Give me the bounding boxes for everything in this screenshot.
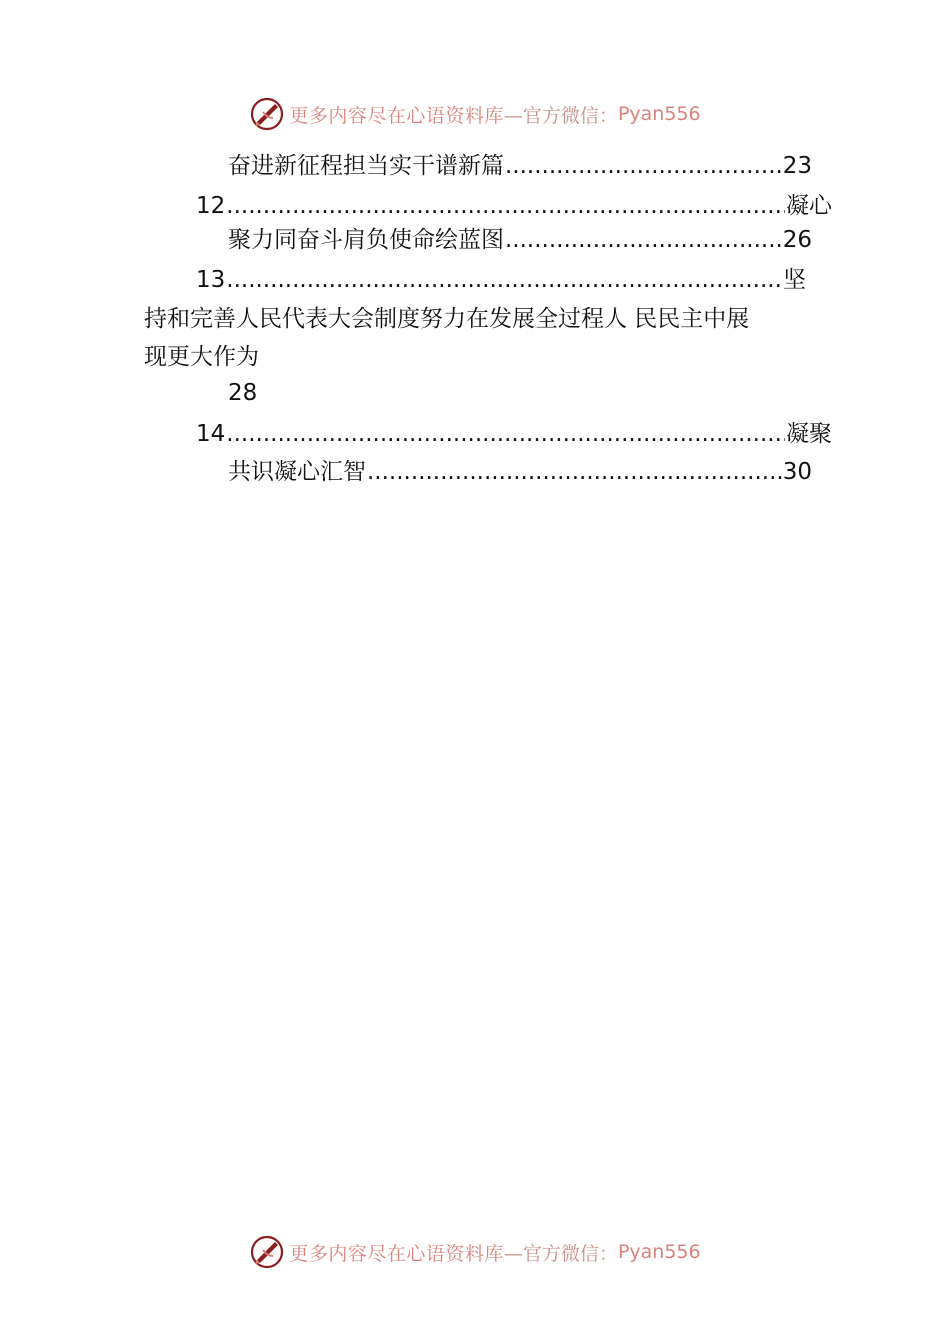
toc-entry-number: 14 xyxy=(196,421,226,447)
banner-wechat-id: Pyan556 xyxy=(617,1241,701,1263)
pen-logo-icon xyxy=(249,96,285,132)
toc-entry-title-continued[interactable]: 现更大作为 xyxy=(144,344,259,370)
banner-text: 更多内容尽在心语资料库 xyxy=(289,104,504,127)
banner-wechat-label: —官方微信： xyxy=(503,1242,618,1265)
toc-entry[interactable] xyxy=(228,457,812,487)
toc-leader-dots xyxy=(226,191,785,221)
toc-entry-title: 凝聚 xyxy=(786,421,832,447)
toc-leader-dots xyxy=(226,419,785,449)
toc-entry-title: 凝心 xyxy=(786,193,832,219)
toc-entry[interactable] xyxy=(196,191,832,221)
toc-leader-dots xyxy=(226,265,782,295)
toc-entry-page: 26 xyxy=(782,227,812,253)
banner-wechat-label: —官方微信： xyxy=(503,104,618,127)
toc-entry-page[interactable]: 28 xyxy=(228,380,258,406)
toc-entry-title: 共识凝心汇智 xyxy=(228,459,366,485)
toc-entry[interactable] xyxy=(196,265,806,295)
toc-entry[interactable] xyxy=(196,419,832,449)
toc-entry-page: 23 xyxy=(782,153,812,179)
header-banner xyxy=(0,94,950,134)
toc-entry[interactable] xyxy=(228,151,812,181)
toc-entry[interactable] xyxy=(228,225,812,255)
toc-entry-title: 聚力同奋斗肩负使命绘蓝图 xyxy=(228,227,504,253)
toc-entry-title-continued[interactable]: 持和完善人民代表大会制度努力在发展全过程人 民民主中展 xyxy=(144,306,750,332)
footer-banner xyxy=(0,1232,950,1272)
toc-leader-dots xyxy=(505,151,782,181)
toc-leader-dots xyxy=(367,457,782,487)
toc-leader-dots xyxy=(505,225,782,255)
toc-entry-title: 坚 xyxy=(783,267,806,293)
toc-entry-number: 13 xyxy=(196,267,226,293)
toc-entry-title: 奋进新征程担当实干谱新篇 xyxy=(228,153,504,179)
banner-text: 更多内容尽在心语资料库 xyxy=(289,1242,504,1265)
pen-logo-icon xyxy=(249,1234,285,1270)
toc-entry-number: 12 xyxy=(196,193,226,219)
banner-wechat-id: Pyan556 xyxy=(617,103,701,125)
toc-entry-page: 30 xyxy=(782,459,812,485)
